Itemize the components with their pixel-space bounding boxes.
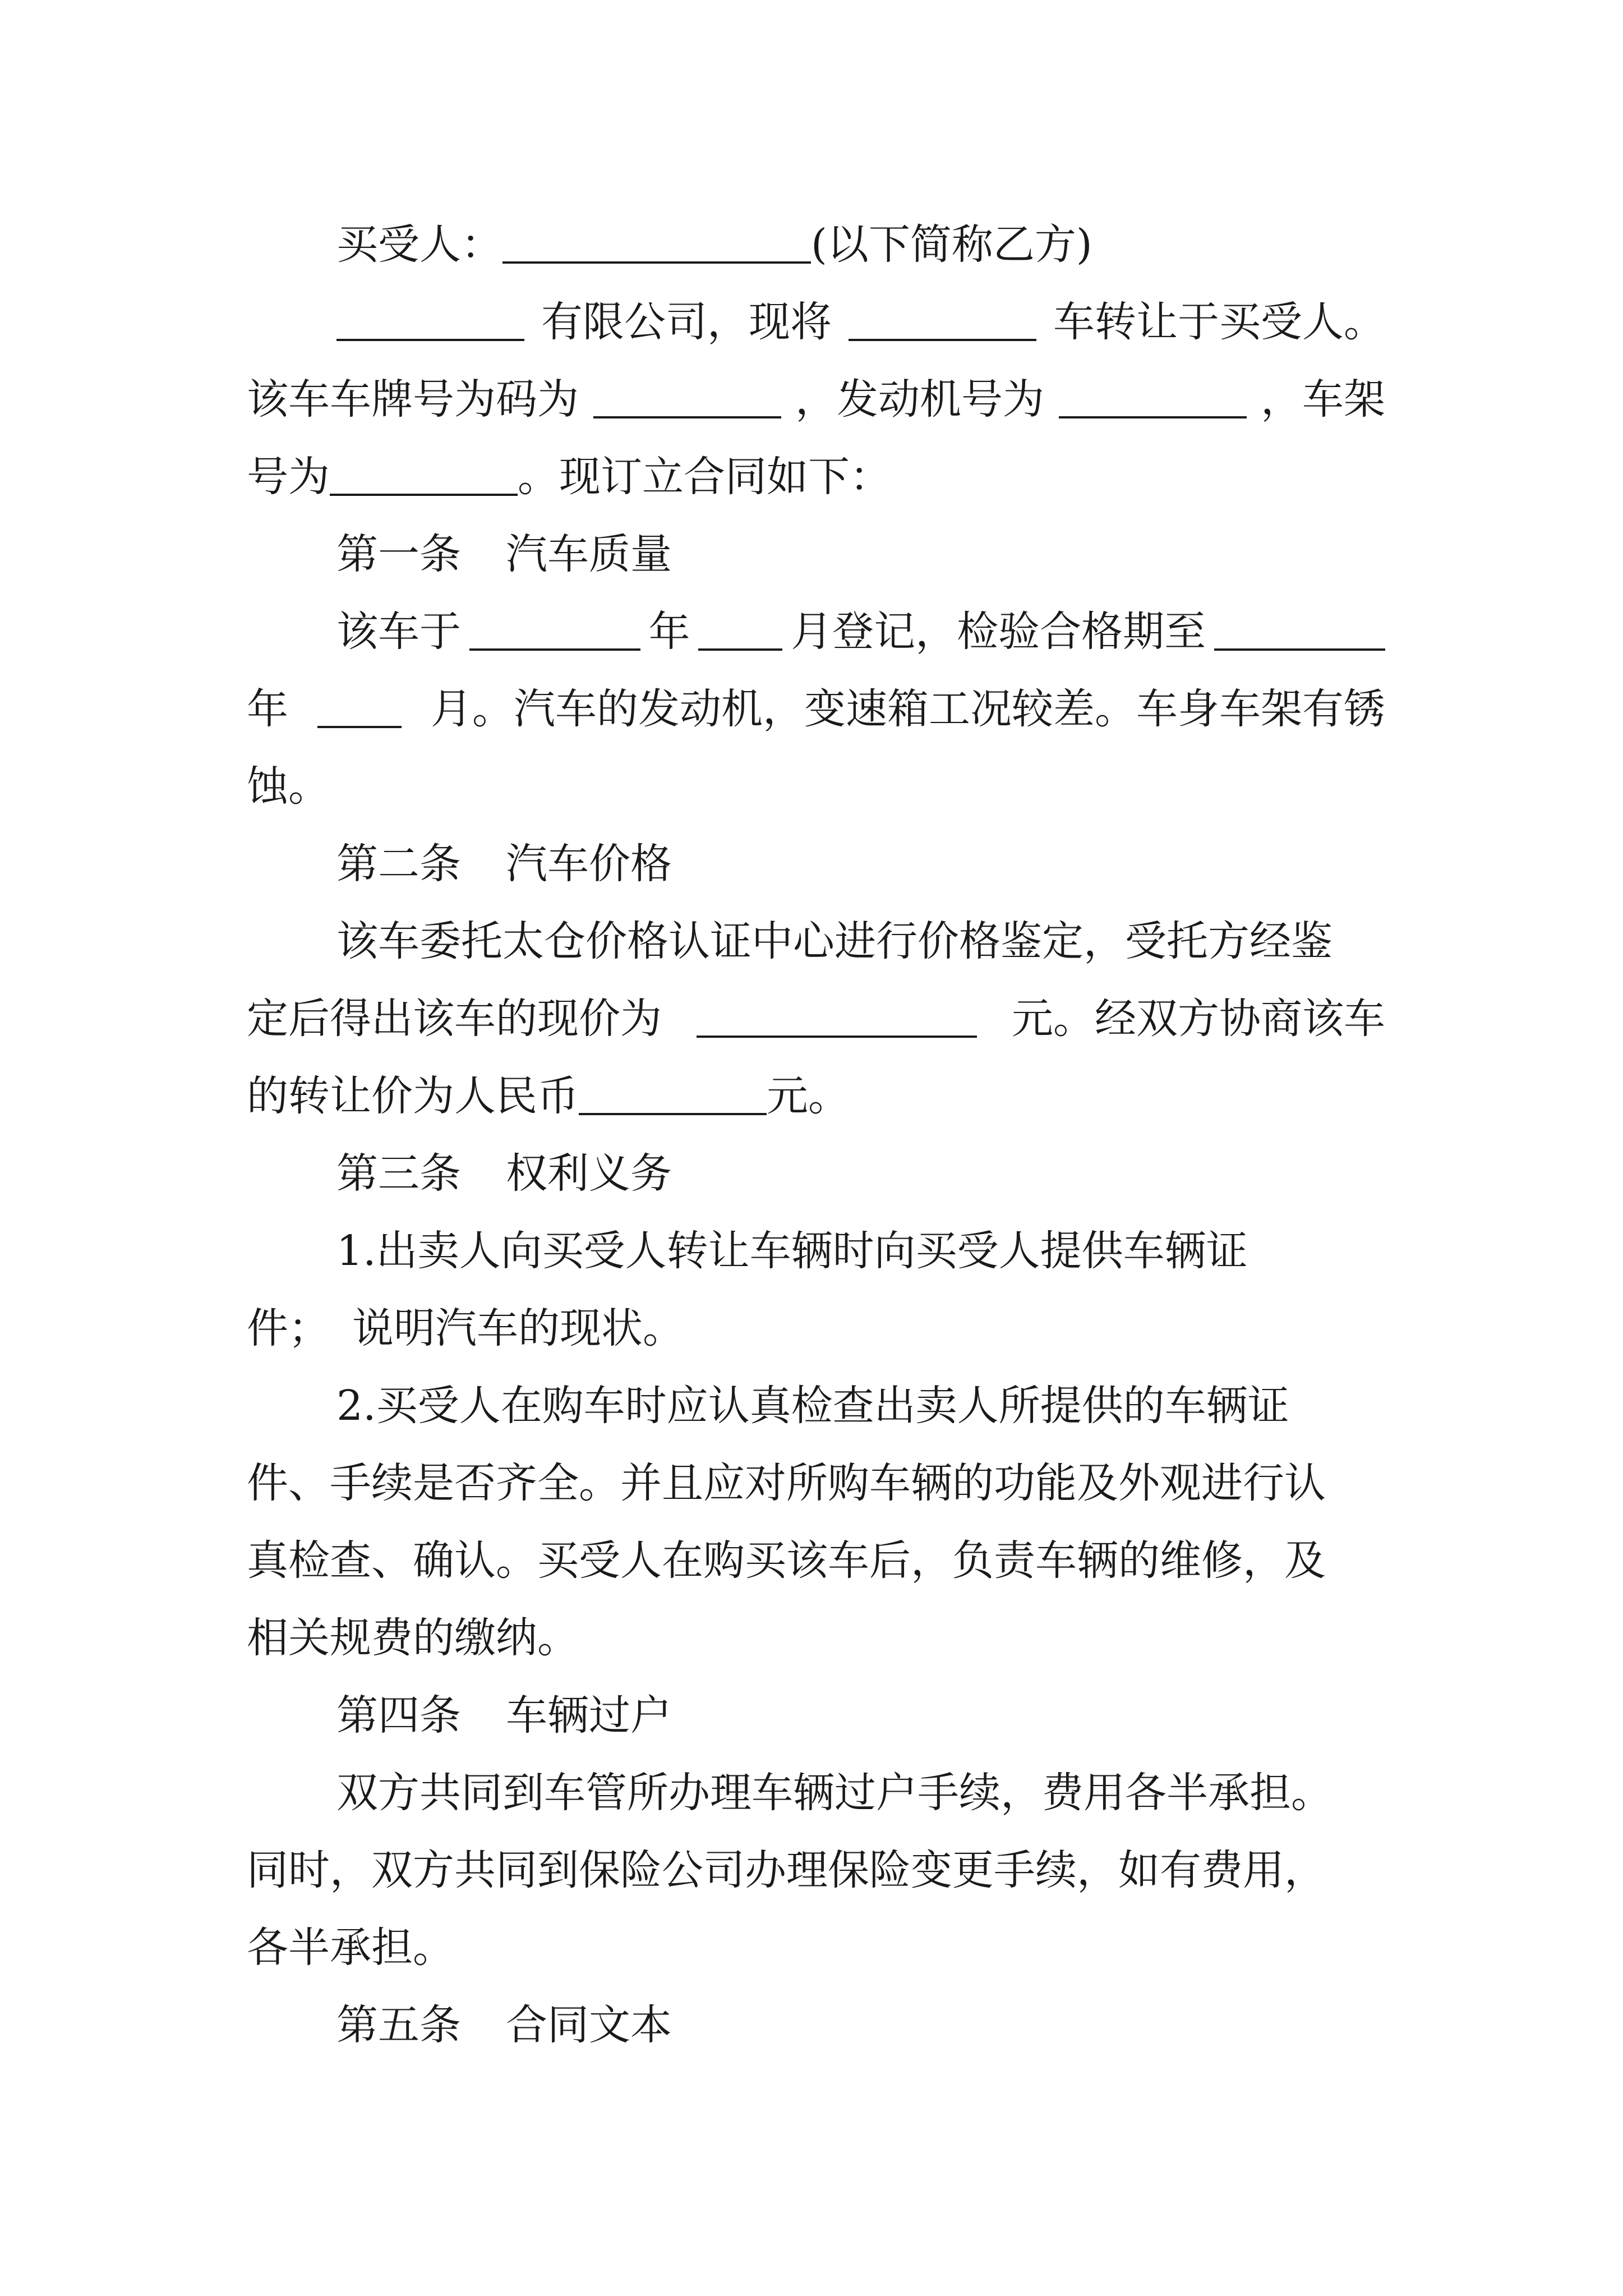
article-title: 汽车质量: [506, 530, 672, 578]
intro-line-1: [336, 288, 1385, 356]
body-text: 双方共同到车管所办理车辆过户手续，费用各半承担。: [336, 1769, 1332, 1817]
body-text: 同时，双方共同到保险公司办理保险变更手续，如有费用，: [247, 1846, 1326, 1894]
buyer-line: [336, 211, 1385, 278]
article-1-line-3: [247, 753, 1385, 820]
buyer-abbrev: (以下简称乙方): [811, 220, 1092, 269]
article-3-heading: [336, 1140, 1385, 1207]
frame-number-blank: [330, 494, 518, 496]
body-text: 件；: [247, 1304, 330, 1352]
intro-text: 。现订立合同如下：: [518, 453, 891, 501]
article-3-line-5: [247, 1527, 1385, 1594]
article-3-line-6: [247, 1604, 1385, 1672]
article-number: 第五条: [336, 2001, 461, 2049]
article-3-line-2: [247, 1295, 1385, 1362]
article-title: 权利义务: [506, 1149, 672, 1198]
article-number: 第四条: [336, 1691, 461, 1740]
article-title: 车辆过户: [506, 1691, 672, 1740]
body-text: 相关规费的缴纳。: [247, 1614, 579, 1662]
article-2-line-2: [247, 985, 1385, 1052]
intro-text: ，发动机号为: [795, 375, 1044, 424]
body-text: 年: [648, 608, 690, 656]
body-text: 说明汽车的现状。: [352, 1304, 684, 1352]
article-5-heading: [336, 1991, 1385, 2059]
vehicle-blank: [849, 339, 1036, 341]
article-1-heading: [336, 521, 1385, 588]
intro-text: 号为: [247, 453, 330, 501]
buyer-label: 买受人：: [336, 220, 502, 269]
intro-line-3: [247, 443, 1385, 510]
intro-text: ，车架: [1261, 375, 1385, 424]
article-1-line-2: [247, 675, 1385, 743]
article-title: 汽车价格: [506, 840, 672, 888]
article-2-line-3: [247, 1062, 1385, 1130]
body-text: 1.出卖人向买受人转让车辆时向买受人提供车辆证: [336, 1227, 1248, 1275]
body-text: 2.买受人在购车时应认真检查出卖人所提供的车辆证: [336, 1382, 1289, 1430]
article-4-heading: [336, 1682, 1385, 1749]
seller-company-blank: [336, 339, 524, 341]
body-text: 各半承担。: [247, 1924, 454, 1972]
article-4-line-1: [336, 1759, 1385, 1826]
inspection-year-blank: [1214, 648, 1385, 651]
appraised-price-blank: [697, 1036, 977, 1038]
body-text: 月登记，检验合格期至: [791, 608, 1206, 656]
body-text: 蚀。: [247, 762, 330, 811]
buyer-name-blank: [502, 261, 811, 264]
body-text: 该车委托太仓价格认证中心进行价格鉴定，受托方经鉴: [336, 917, 1332, 965]
article-2-line-1: [336, 908, 1385, 975]
body-text: 月。汽车的发动机，变速箱工况较差。车身车架有锈: [431, 685, 1385, 733]
body-text: 该车于: [336, 608, 461, 656]
intro-text: 该车车牌号为码为: [247, 375, 579, 424]
intro-text: 有限公司，现将: [541, 298, 832, 346]
body-text: 件、手续是否齐全。并且应对所购车辆的功能及外观进行认: [247, 1459, 1326, 1507]
article-3-line-4: [247, 1450, 1385, 1517]
transfer-price-blank: [579, 1113, 767, 1115]
intro-line-2: [247, 366, 1385, 433]
article-number: 第三条: [336, 1149, 461, 1198]
article-number: 第二条: [336, 840, 461, 888]
register-month-blank: [698, 648, 782, 651]
body-text: 元。经双方协商该车: [1012, 995, 1385, 1043]
article-1-line-1: [336, 598, 1385, 665]
register-year-blank: [469, 648, 640, 651]
plate-number-blank: [593, 416, 781, 418]
intro-text: 车转让于买受人。: [1053, 298, 1385, 346]
body-text: 的转让价为人民币: [247, 1072, 579, 1120]
engine-number-blank: [1059, 416, 1247, 418]
body-text: 真检查、确认。买受人在购买该车后，负责车辆的维修，及: [247, 1536, 1326, 1585]
article-number: 第一条: [336, 530, 461, 578]
article-4-line-3: [247, 1914, 1385, 1981]
inspection-month-blank: [317, 726, 402, 728]
article-title: 合同文本: [506, 2001, 672, 2049]
body-text: 元。: [767, 1072, 850, 1120]
body-text: 年: [247, 685, 288, 733]
article-4-line-2: [247, 1837, 1385, 1904]
article-3-line-1: [336, 1217, 1385, 1285]
article-2-heading: [336, 830, 1385, 898]
article-3-line-3: [336, 1372, 1385, 1439]
body-text: 定后得出该车的现价为: [247, 995, 662, 1043]
